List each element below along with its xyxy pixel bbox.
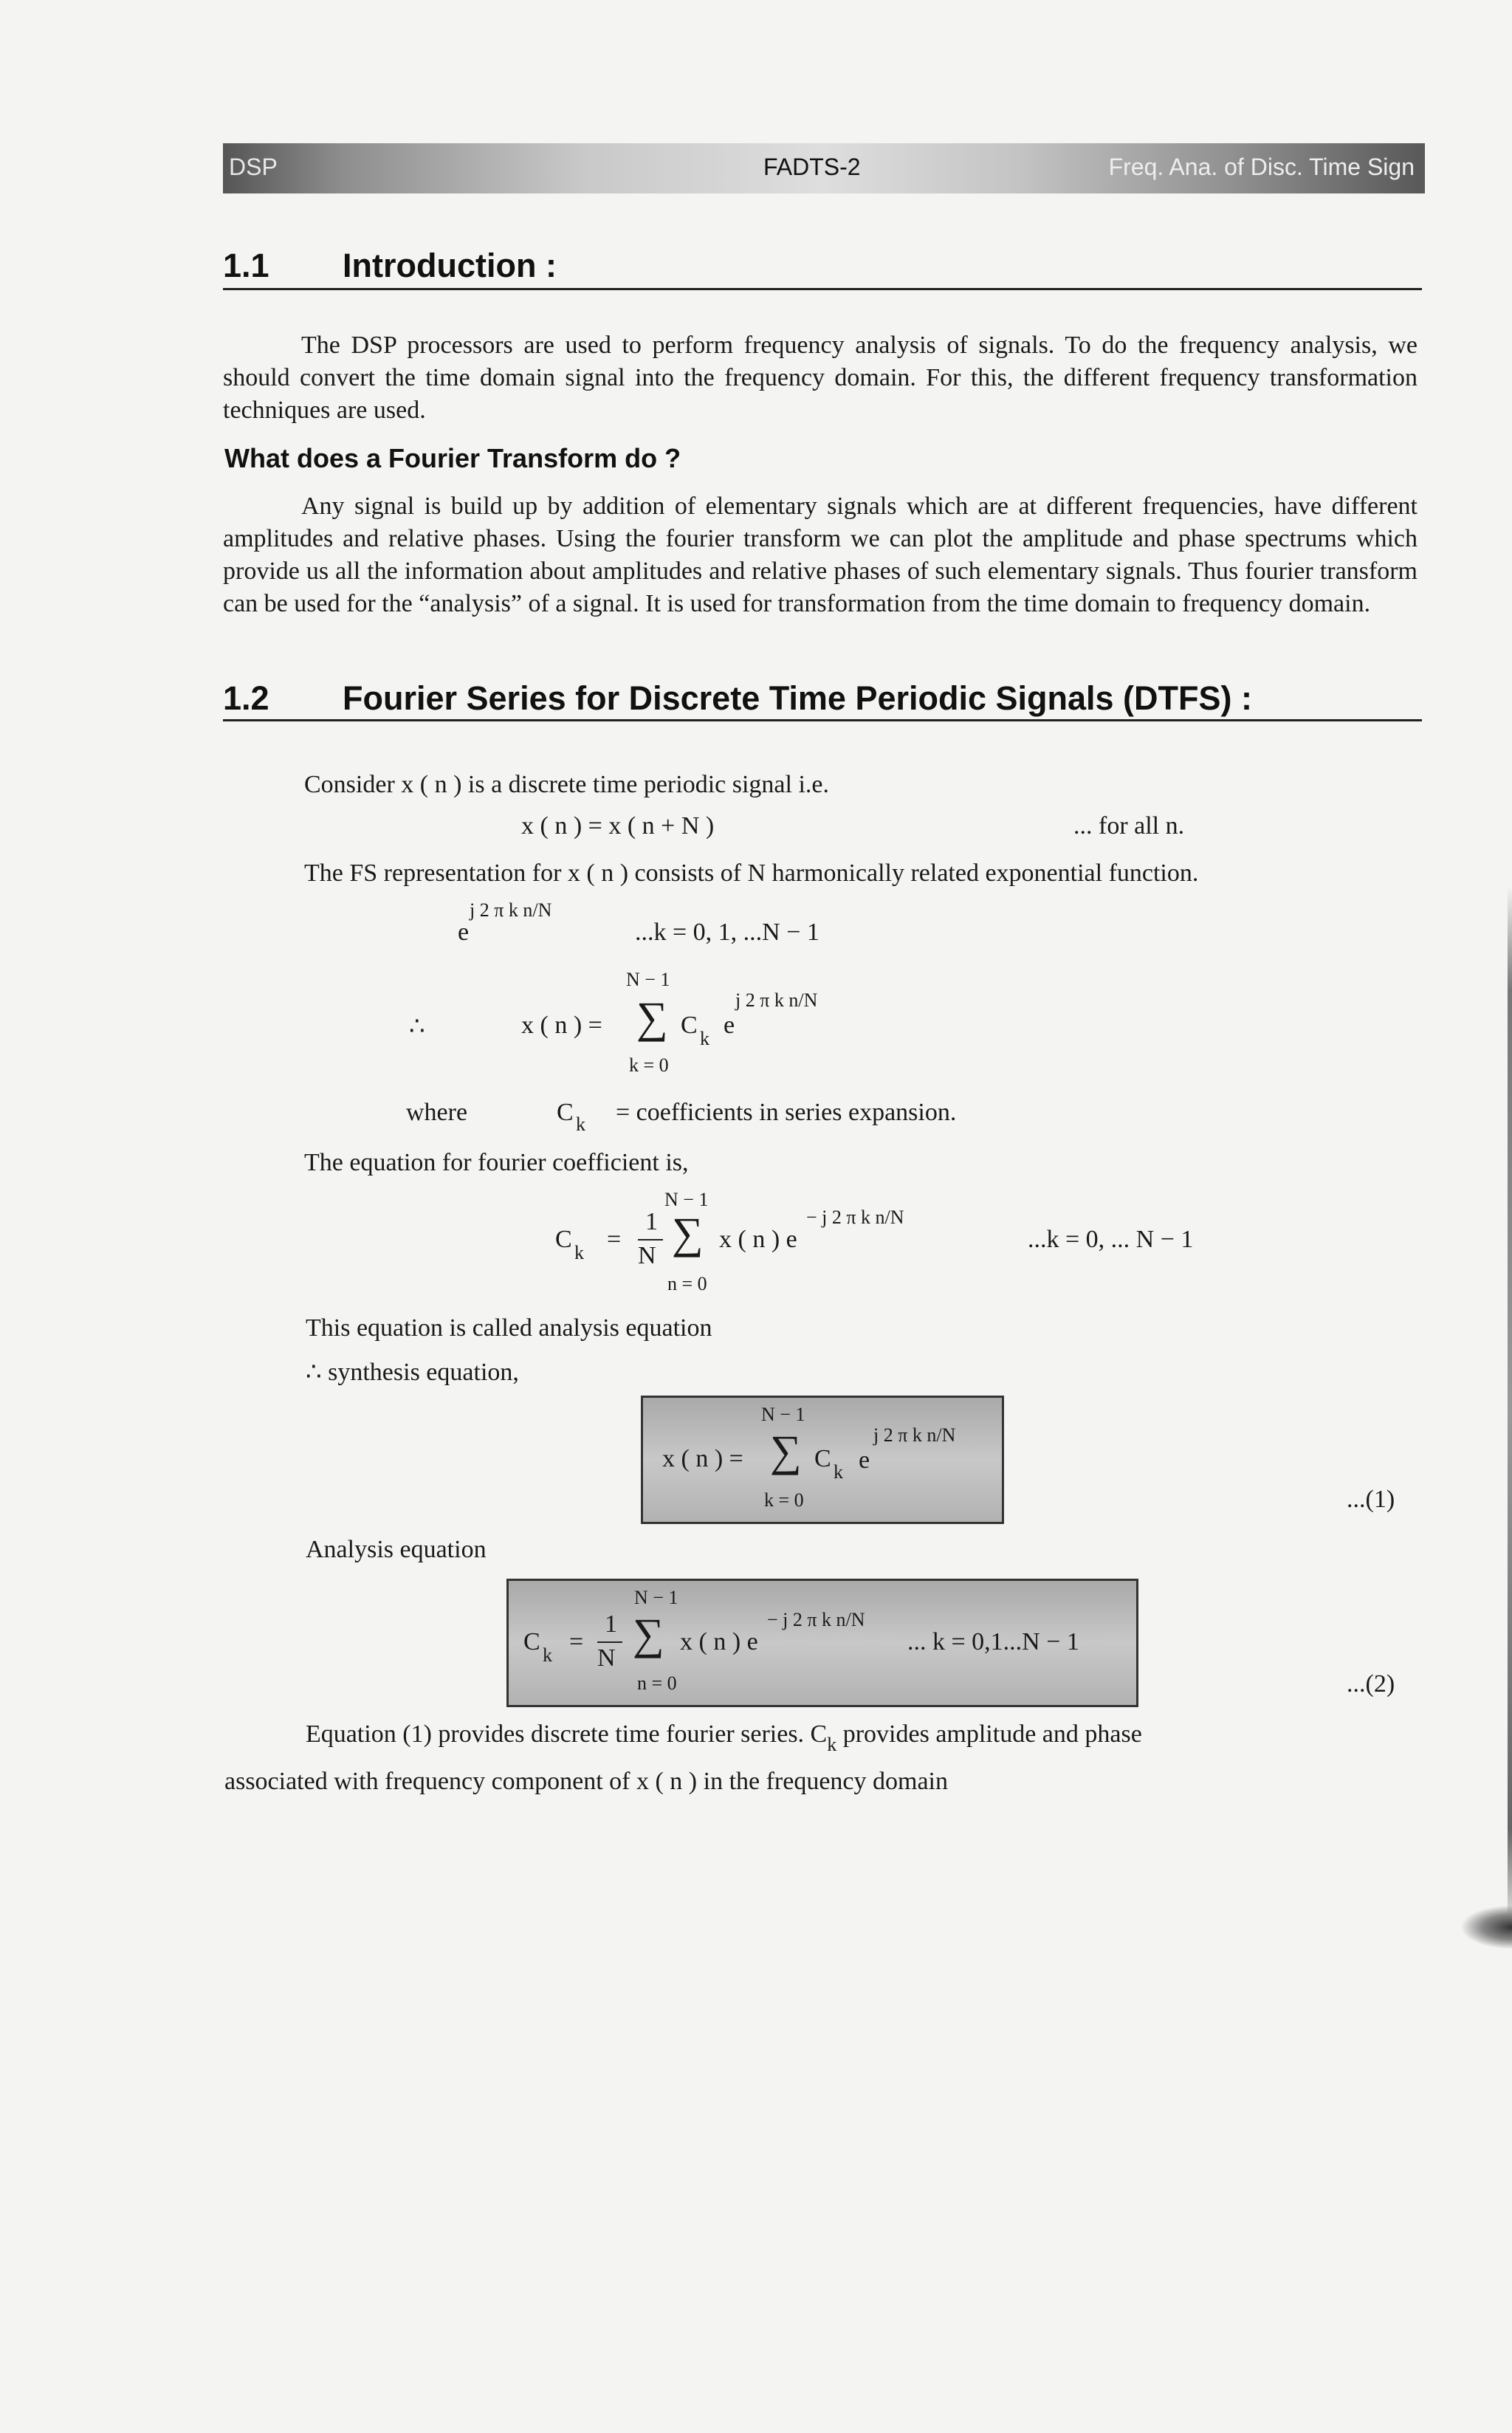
xn-lhs: x ( n ) = xyxy=(521,1012,602,1039)
equation-label-2: ...(2) xyxy=(1347,1670,1395,1698)
box2-sum-upper: N − 1 xyxy=(634,1587,678,1608)
exp-superscript-2: j 2 π k n/N xyxy=(735,989,818,1011)
intro-paragraph-text: The DSP processors are used to perform frequency analysis of signals. To do the frequency analysis, we should convert the time domain signal into the frequency domain. For this, the different frequency transformation techniques are used. xyxy=(223,332,1418,424)
sum-lower-limit-2: n = 0 xyxy=(667,1273,707,1294)
for-all-n: ... for all n. xyxy=(1073,812,1185,840)
intro-paragraph xyxy=(223,329,1418,427)
section-1-number: 1.1 xyxy=(223,247,269,284)
equals-sign: = xyxy=(607,1226,622,1253)
fraction-numerator: 1 xyxy=(645,1208,658,1235)
box1-sigma: ∑ xyxy=(770,1427,802,1475)
header-center-text: FADTS-2 xyxy=(763,154,861,180)
box1-ck: C xyxy=(814,1445,831,1472)
box1-ck-subscript: k xyxy=(834,1461,843,1483)
sum-lower-limit: k = 0 xyxy=(629,1054,669,1076)
section-2-number: 1.2 xyxy=(223,679,269,717)
box2-fraction-bar xyxy=(597,1641,622,1643)
box2-ck: C xyxy=(523,1628,540,1655)
running-header xyxy=(223,143,1425,193)
closing-ck-subscript: k xyxy=(827,1734,837,1755)
scan-shadow xyxy=(1460,1905,1512,1949)
box2-equals: = xyxy=(569,1628,584,1655)
therefore-symbol: ∴ xyxy=(409,1013,425,1040)
sum-upper-limit-2: N − 1 xyxy=(664,1189,709,1210)
coefficient-equation-intro: The equation for fourier coefficient is, xyxy=(304,1149,689,1176)
ck-symbol-3: C xyxy=(555,1226,572,1253)
periodic-equation: x ( n ) = x ( n + N ) xyxy=(521,812,715,840)
closing-line-1b-text: provides amplitude and phase xyxy=(836,1720,1142,1748)
box2-ck-subscript: k xyxy=(543,1644,552,1666)
box2-xn-e: x ( n ) e xyxy=(680,1628,758,1655)
ck-subscript-3: k xyxy=(574,1242,584,1263)
synthesis-line: ∴ synthesis equation, xyxy=(306,1359,519,1386)
xn-e-term: x ( n ) e xyxy=(719,1226,797,1253)
fourier-paragraph-text: Any signal is build up by addition of elementary signals which are at different frequencies, have different amplitudes and relative phases. Using the fourier transform we can plot the amplitude and phase spectrums which provide us all the information about amplitudes and relative phases of such elementary signals. Thus fourier transform can be used for the “analysis” of a signal. It is used for transformation from the time domain to frequency domain. xyxy=(223,493,1418,617)
page-binding-edge xyxy=(1508,886,1512,1935)
box1-lhs: x ( n ) = xyxy=(662,1445,743,1472)
ck-symbol-2: C xyxy=(557,1099,574,1126)
section-1-title: Introduction : xyxy=(343,247,557,284)
exp-base: e xyxy=(458,919,470,946)
fraction-bar xyxy=(638,1239,663,1240)
fraction-denominator: N xyxy=(638,1242,656,1269)
ck-symbol: C xyxy=(681,1012,698,1039)
section-2-rule xyxy=(223,719,1422,721)
header-left-text: DSP xyxy=(229,154,278,180)
k-range-2: ...k = 0, ... N − 1 xyxy=(1028,1226,1194,1253)
box2-sum-lower: n = 0 xyxy=(637,1672,677,1694)
closing-line-1-text: Equation (1) provides discrete time fourier series. C xyxy=(306,1720,828,1748)
analysis-called-line: This equation is called analysis equation xyxy=(306,1314,712,1342)
box2-denominator: N xyxy=(597,1644,616,1672)
box2-k-range: ... k = 0,1...N − 1 xyxy=(907,1628,1079,1655)
coefficients-description: = coefficients in series expansion. xyxy=(616,1099,957,1126)
where-label: where xyxy=(406,1099,468,1126)
exp-superscript: j 2 π k n/N xyxy=(470,899,552,921)
box1-sum-upper: N − 1 xyxy=(761,1404,805,1425)
fourier-subheading: What does a Fourier Transform do ? xyxy=(224,443,681,473)
box1-exp-superscript: j 2 π k n/N xyxy=(873,1424,956,1446)
box2-sigma: ∑ xyxy=(633,1610,664,1658)
equation-label-1: ...(1) xyxy=(1347,1486,1395,1513)
fourier-paragraph xyxy=(223,490,1418,620)
k-range: ...k = 0, 1, ...N − 1 xyxy=(635,919,819,946)
closing-line-2: associated with frequency component of x ( n ) in the frequency domain xyxy=(224,1768,949,1795)
sigma-symbol: ∑ xyxy=(636,993,668,1042)
sum-upper-limit: N − 1 xyxy=(626,969,670,990)
section-2-title: Fourier Series for Discrete Time Periodic Signals (DTFS) : xyxy=(343,679,1253,717)
sigma-symbol-2: ∑ xyxy=(672,1209,704,1257)
box2-numerator: 1 xyxy=(605,1610,617,1638)
exp-base-2: e xyxy=(724,1012,735,1039)
consider-line: Consider x ( n ) is a discrete time periodic signal i.e. xyxy=(304,771,829,798)
box2-neg-exp: − j 2 π k n/N xyxy=(767,1609,865,1630)
section-1-rule xyxy=(223,288,1422,290)
analysis-equation-box xyxy=(506,1579,1138,1707)
box1-exp-base: e xyxy=(859,1447,870,1474)
fs-representation-line: The FS representation for x ( n ) consists of N harmonically related exponential function. xyxy=(304,859,1199,887)
box1-sum-lower: k = 0 xyxy=(764,1489,804,1511)
ck-subscript-2: k xyxy=(576,1113,585,1135)
ck-subscript: k xyxy=(700,1028,709,1049)
header-right-text: Freq. Ana. of Disc. Time Sign xyxy=(1108,154,1415,180)
closing-line-1 xyxy=(306,1720,1142,1755)
synthesis-equation-box xyxy=(641,1396,1004,1524)
analysis-equation-label: Analysis equation xyxy=(306,1536,487,1563)
neg-exp-superscript: − j 2 π k n/N xyxy=(806,1207,904,1228)
